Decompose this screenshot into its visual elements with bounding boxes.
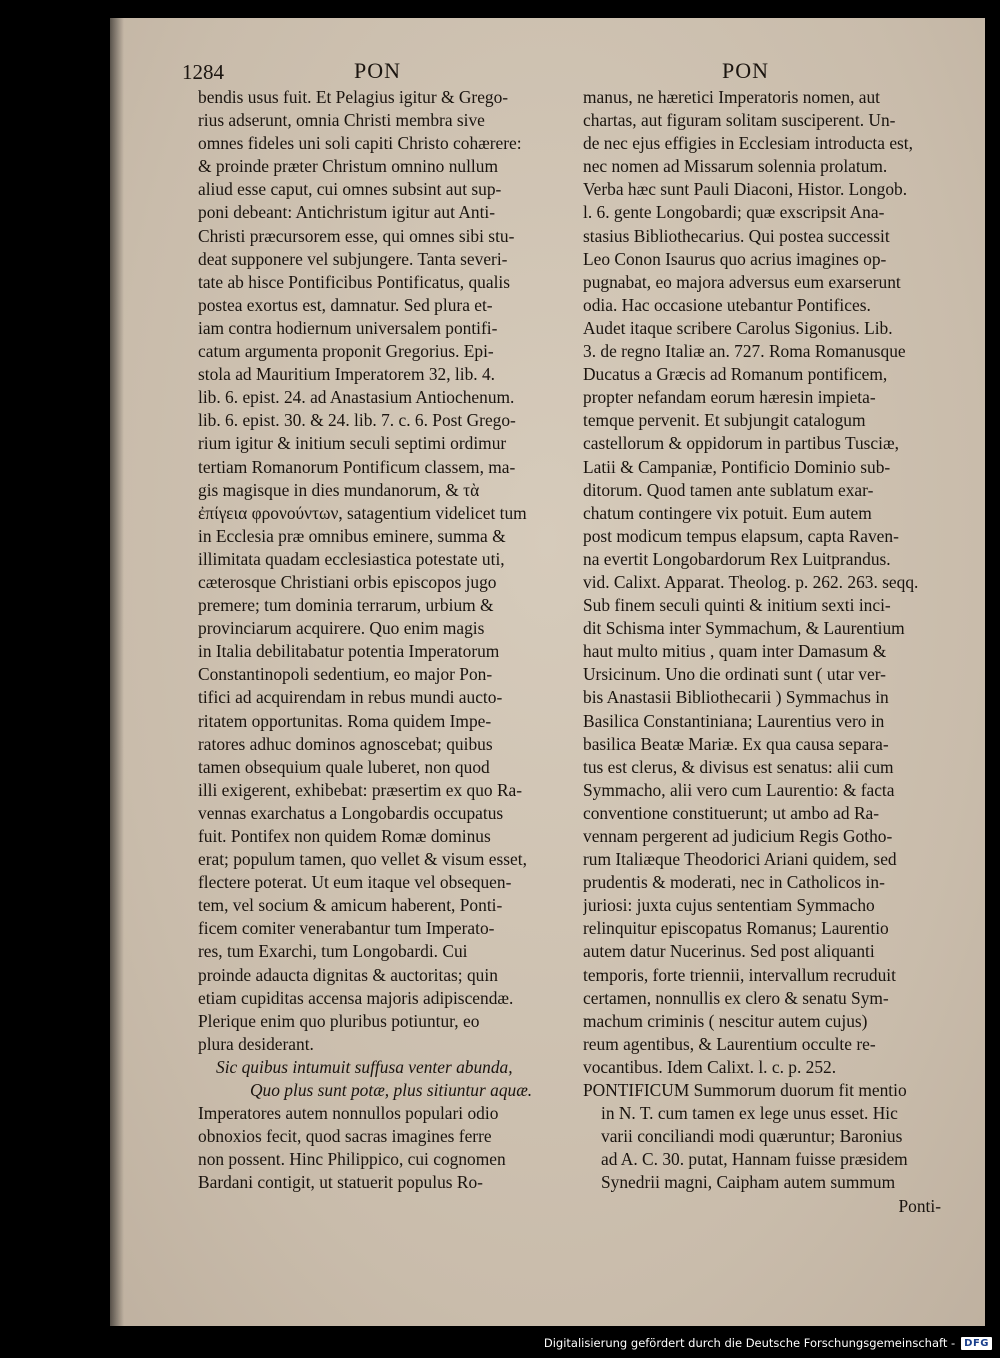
text-line: Christi præcursorem esse, qui omnes sibi stu- — [198, 225, 515, 246]
page-header — [182, 58, 942, 88]
text-line: reum agentibus, & Laurentium occulte re- — [583, 1033, 876, 1054]
text-line: plura desiderant. — [198, 1033, 314, 1054]
text-line: tus est clerus, & divisus est senatus: alii cum — [583, 756, 894, 777]
running-head-right: PON — [722, 58, 770, 83]
text-line: erat; populum tamen, quo vellet & visum esset, — [198, 849, 527, 870]
text-line: in N. T. cum tamen ex lege unus esset. Hic — [601, 1103, 898, 1124]
text-line: de nec ejus effigies in Ecclesiam introducta est, — [583, 133, 913, 154]
text-line: 3. de regno Italiæ an. 727. Roma Romanusque — [583, 341, 906, 362]
text-line: na evertit Longobardorum Rex Luitprandus. — [583, 548, 891, 569]
text-line: stasius Bibliothecarius. Qui postea successit — [583, 225, 890, 246]
verse-quotation — [198, 1056, 563, 1102]
text-line: ad A. C. 30. putat, Hannam fuisse præsidem — [601, 1149, 908, 1170]
text-line: Imperatores autem nonnullos populari odio — [198, 1103, 499, 1124]
text-line: lib. 6. epist. 30. & 24. lib. 7. c. 6. Post Grego- — [198, 410, 516, 431]
text-line: dit Schisma inter Symmachum, & Laurentium — [583, 618, 905, 639]
text-line: Constantinopoli sedentium, eo major Pon- — [198, 664, 493, 685]
text-line: illimitata quadam ecclesiastica potestate uti, — [198, 548, 505, 569]
text-line: certamen, nonnullis ex clero & senatu Sym- — [583, 987, 889, 1008]
digitization-footer — [544, 1332, 992, 1354]
text-line: vid. Calixt. Apparat. Theolog. p. 262. 263. seqq. — [583, 571, 919, 592]
text-line: odia. Hac occasione utebantur Pontifices. — [583, 294, 871, 315]
text-line: conventione constituerunt; ut ambo ad Ra- — [583, 802, 880, 823]
text-line: iam contra hodiernum universalem pontifi- — [198, 317, 498, 338]
left-column-body — [198, 86, 563, 1056]
text-line: proinde adaucta dignitas & auctoritas; quin — [198, 964, 498, 985]
text-line: ritatem opportunitas. Roma quidem Impe- — [198, 710, 492, 731]
text-line: deat supponere vel subjungere. Tanta severi- — [198, 248, 508, 269]
text-line: ratores adhuc dominos agnoscebat; quibus — [198, 733, 493, 754]
text-line: ἐπίγεια φρονούντων, satagentium videlicet tum — [198, 502, 527, 523]
left-column — [198, 86, 563, 1195]
text-line: poni debeant: Antichristum igitur aut Anti- — [198, 202, 496, 223]
text-line: machum criminis ( nescitur autem cujus) — [583, 1010, 868, 1031]
text-line: l. 6. gente Longobardi; quæ exscripsit Ana- — [583, 202, 885, 223]
left-column-continuation — [198, 1102, 563, 1194]
text-line: vennam pergerent ad judicium Regis Gotho- — [583, 826, 893, 846]
text-line: prudentis & moderati, nec in Catholicos in- — [583, 872, 885, 893]
text-line: gis magisque in dies mundanorum, & τὰ — [198, 479, 480, 500]
text-line: Quo plus sunt potæ, plus sitiuntur aquæ. — [250, 1080, 533, 1101]
text-line: nec nomen ad Missarum solennia prolatum. — [583, 156, 888, 177]
text-line: tate ab hisce Pontificibus Pontificatus, qualis — [198, 271, 511, 292]
catchword: Ponti- — [898, 1195, 941, 1216]
text-line: manus, ne hæretici Imperatoris nomen, aut — [583, 87, 881, 107]
text-line: res, tum Exarchi, tum Longobardi. Cui — [198, 941, 468, 962]
text-line: Audet itaque scribere Carolus Sigonius. Lib. — [583, 317, 893, 338]
entry-pontificum — [583, 1079, 943, 1194]
text-line: chatum contingere vix potuit. Eum autem — [583, 502, 872, 523]
text-line: in Italia debilitabatur potentia Imperatorum — [198, 641, 500, 662]
text-line: Leo Conon Isaurus quo acrius imagines op- — [583, 248, 887, 269]
dfg-logo: DFG — [961, 1337, 992, 1350]
text-line: Ursicinum. Uno die ordinati sunt ( utar ver- — [583, 664, 886, 685]
text-line: temque pervenit. Et subjungit catalogum — [583, 410, 866, 431]
text-line: postea exortus est, damnatur. Sed plura et- — [198, 294, 493, 315]
text-line: pugnabat, eo majora adversus eum exarserunt — [583, 271, 901, 292]
right-column-body — [583, 86, 943, 1079]
text-line: bendis usus fuit. Et Pelagius igitur & Grego- — [198, 87, 509, 107]
gutter-shadow — [110, 18, 124, 1326]
text-line: rius adserunt, omnia Christi membra sive — [198, 110, 485, 131]
text-line: haut multo mitius , quam inter Damasum & — [583, 641, 887, 662]
text-line: tem, vel socium & amicum haberent, Ponti- — [198, 895, 503, 916]
text-line: castellorum & oppidorum in partibus Tusciæ, — [583, 433, 899, 454]
text-line: rum Italiæque Theodorici Ariani quidem, sed — [583, 849, 897, 870]
text-line: Verba hæc sunt Pauli Diaconi, Histor. Longob. — [583, 179, 908, 200]
text-line: Latii & Campaniæ, Pontificio Dominio sub- — [583, 456, 891, 477]
text-line: temporis, forte triennii, intervallum recruduit — [583, 964, 896, 985]
text-line: illi exigerent, exhibebat: præsertim ex quo Ra- — [198, 779, 523, 800]
text-line: Plerique enim quo pluribus potiuntur, eo — [198, 1010, 480, 1031]
text-line: tifici ad acquirendam in rebus mundi aucto- — [198, 687, 503, 708]
text-line: post modicum tempus elapsum, capta Raven- — [583, 525, 899, 546]
text-line: aliud esse caput, cui omnes subsint aut sup- — [198, 179, 502, 200]
text-line: premere; tum dominia terrarum, urbium & — [198, 595, 494, 616]
text-line: flectere poterat. Ut eum itaque vel obsequen- — [198, 872, 512, 893]
text-line: stola ad Mauritium Imperatorem 32, lib. 4. — [198, 364, 496, 385]
text-line: Bardani contigit, ut statuerit populus Ro- — [198, 1172, 483, 1193]
text-line: Sic quibus intumuit suffusa venter abunda, — [216, 1056, 513, 1077]
text-line: autem datur Nucerinus. Sed post aliquanti — [583, 941, 875, 962]
text-line: basilica Beatæ Mariæ. Ex qua causa separa- — [583, 733, 889, 754]
text-line: PONTIFICUM Summorum duorum fit mentio — [583, 1080, 907, 1101]
text-line: bis Anastasii Bibliothecarii ) Symmachus in — [583, 687, 889, 708]
text-line: varii conciliandi modi quæruntur; Baronius — [601, 1126, 903, 1147]
text-line: propter nefandam eorum hæresin impieta- — [583, 387, 876, 408]
text-line: ditorum. Quod tamen ante sublatum exar- — [583, 479, 874, 500]
footer-credit: Digitalisierung gefördert durch die Deutsche Forschungsgemeinschaft - — [543, 1336, 956, 1350]
page-number: 1284 — [182, 60, 224, 84]
text-line: lib. 6. epist. 24. ad Anastasium Antiochenum. — [198, 387, 515, 408]
text-line: Basilica Constantiniana; Laurentius vero in — [583, 710, 885, 731]
text-line: tertiam Romanorum Pontificum classem, ma- — [198, 456, 516, 477]
running-head-left: PON — [354, 58, 402, 83]
text-line: juriosi: juxta cujus sententiam Symmacho — [583, 895, 875, 916]
text-line: relinquitur episcopatus Romanus; Laurentio — [583, 918, 889, 939]
text-line: obnoxios fecit, quod sacras imagines ferre — [198, 1126, 492, 1147]
text-line: chartas, aut figuram solitam susciperent. Un- — [583, 110, 896, 131]
text-line: Synedrii magni, Caipham autem summum — [601, 1172, 896, 1193]
right-column — [583, 86, 943, 1218]
text-line: ficem comiter venerabantur tum Imperato- — [198, 918, 495, 939]
text-line: catum argumenta proponit Gregorius. Epi- — [198, 341, 494, 362]
text-line: etiam cupiditas accensa majoris adipiscendæ. — [198, 987, 514, 1008]
text-line: vocantibus. Idem Calixt. l. c. p. 252. — [583, 1056, 837, 1077]
text-line: in Ecclesia præ omnibus eminere, summa & — [198, 525, 506, 546]
text-line: Sub finem seculi quinti & initium sexti inci- — [583, 595, 891, 616]
text-line: non possent. Hinc Philippico, cui cognomen — [198, 1149, 506, 1170]
text-line: vennas exarchatus a Longobardis occupatus — [198, 802, 504, 823]
text-line: & proinde præter Christum omnino nullum — [198, 156, 498, 177]
text-line: Ducatus a Græcis ad Romanum pontificem, — [583, 364, 888, 385]
text-line: tamen obsequium quale luberet, non quod — [198, 756, 490, 777]
text-line: rium igitur & initium seculi septimi ordimur — [198, 433, 507, 454]
text-line: omnes fideles uni soli capiti Christo cohærere: — [198, 133, 522, 154]
text-line: Symmacho, alii vero cum Laurentio: & facta — [583, 779, 895, 800]
text-line: provinciarum acquirere. Quo enim magis — [198, 618, 485, 639]
text-line: cæterosque Christiani orbis episcopos jugo — [198, 571, 497, 592]
text-line: fuit. Pontifex non quidem Romæ dominus — [198, 826, 491, 846]
